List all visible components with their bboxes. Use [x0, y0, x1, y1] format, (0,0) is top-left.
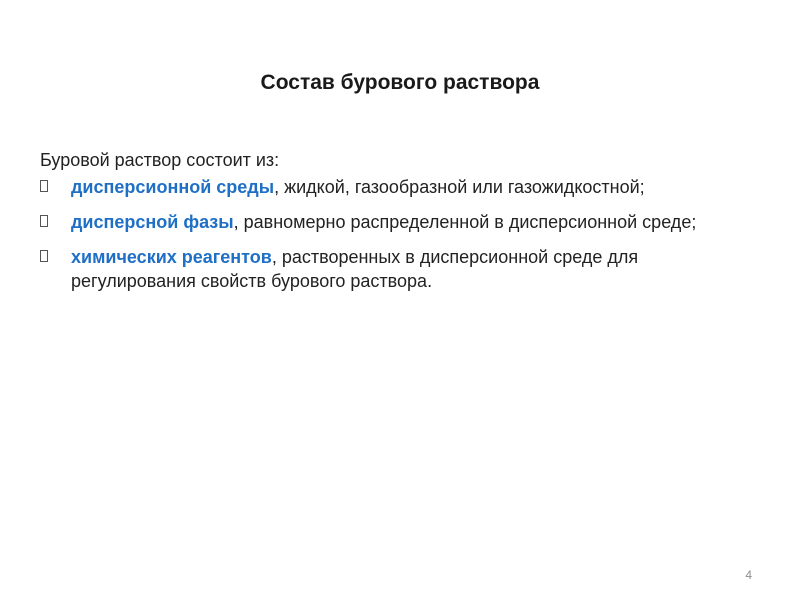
bullet-text: , равномерно распределенной в дисперсионной среде; [233, 212, 697, 232]
bullet-text: , растворенных в дисперсионной среде для регулирования свойств бурового раствора. [71, 247, 639, 291]
bullet-marker-icon [40, 180, 48, 192]
bullet-term: дисперсной фазы [71, 212, 234, 232]
bullet-marker-icon [40, 215, 48, 227]
bullet-text: , жидкой, газообразной или газожидкостной; [274, 177, 645, 197]
bullet-list [40, 175, 760, 304]
bullet-item-chemical-reagents [40, 245, 760, 293]
page-number: 4 [745, 568, 752, 582]
slide-title: Состав бурового раствора [260, 71, 540, 94]
bullet-item-dispersed-phase [40, 210, 760, 234]
bullet-term: дисперсионной среды [71, 177, 275, 197]
bullet-term: химических реагентов [71, 247, 272, 267]
bullet-marker-icon [40, 250, 48, 262]
bullet-item-dispersion-medium [40, 175, 760, 199]
intro-text: Буровой раствор состоит из: [40, 150, 280, 170]
